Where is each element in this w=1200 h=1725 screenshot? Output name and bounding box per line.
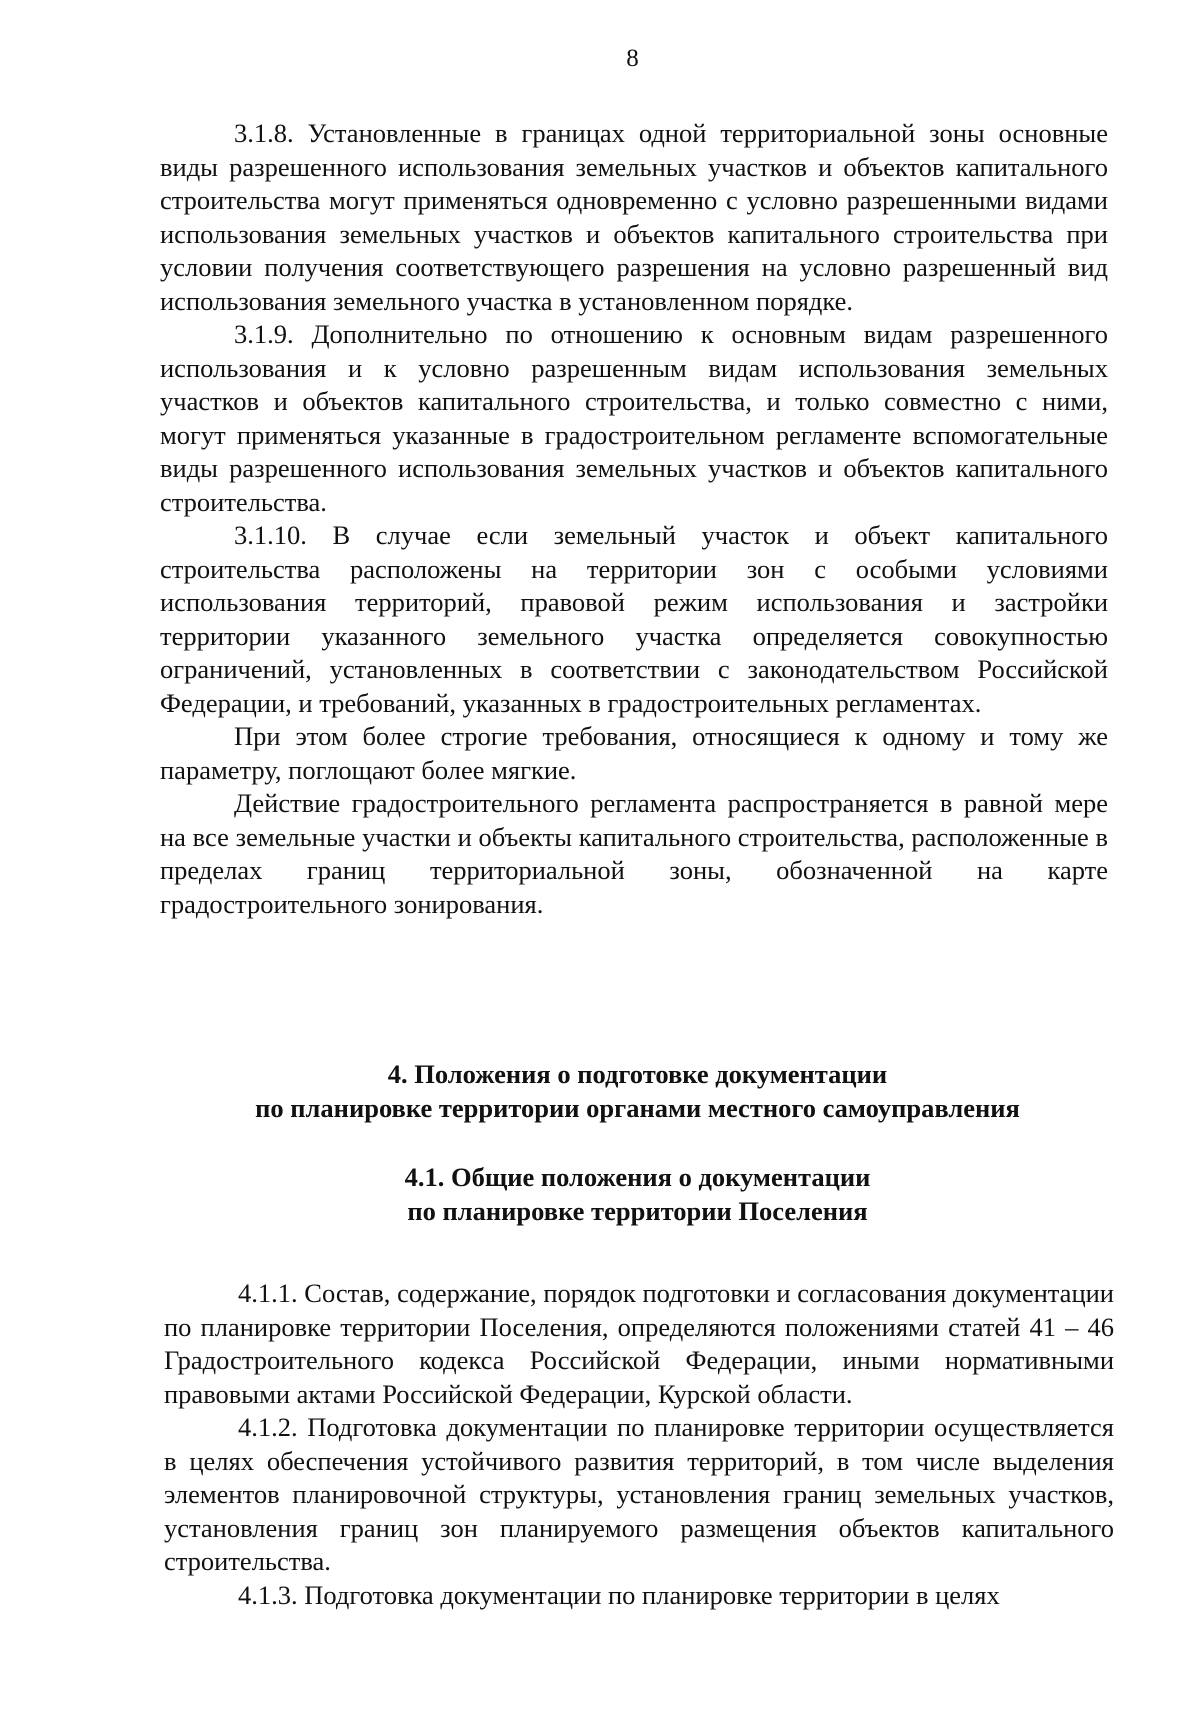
paragraph-regulation-scope: Действие градостроительного регламента распространяется в равной мере на все земельные участки и объекты капитального строительства, расположенные в пределах границ территориальной зоны, обозначенной на карте градостроительного зонирования. [160, 788, 1108, 919]
paragraph-3-1-10: 3.1.10. В случае если земельный участок и объект капитального строительства расположены на территории зон с особыми условиями использования территорий, правовой режим использования и застройки территории указанного земельного участка определяется совокупностью ограничений, установленных в соответствии с законодательством Российской Федерации, и требований, указанных в градостроительных регламентах. [160, 520, 1108, 718]
paragraph-3-1-8: 3.1.8. Установленные в границах одной территориальной зоны основные виды разрешенного использования земельных участков и объектов капитального строительства могут применяться одновременно с условно разрешенными видами использования земельных участков и объектов капитального строительства при условии получения соответствующего разрешения на условно разрешенный вид использования земельного участка в установленном порядке. [160, 118, 1108, 316]
page-number: 8 [626, 45, 639, 72]
subsection-heading-line-2: по планировке территории Поселения [407, 1196, 868, 1226]
text-block-section-3 [160, 117, 1108, 921]
paragraph-4-1-3: 4.1.3. Подготовка документации по планировке территории в целях [238, 1579, 1000, 1610]
paragraph-4-1-2: 4.1.2. Подготовка документации по планировке территории осуществляется в целях обеспечения устойчивого развития территорий, в том числе выделения элементов планировочной структуры, установления границ земельных участков, установления границ зон планируемого размещения объектов капитального строительства. [164, 1412, 1114, 1576]
paragraph-3-1-9: 3.1.9. Дополнительно по отношению к основным видам разрешенного использования и к условно разрешенным видам использования земельных участков и объектов капитального строительства, и только совместно с ними, могут применяться указанные в градостроительном регламенте вспомогательные виды разрешенного использования земельных участков и объектов капитального строительства. [160, 319, 1108, 517]
subsection-heading-4-1 [160, 1160, 1115, 1228]
text-block-section-4-1 [164, 1277, 1114, 1612]
section-heading-line-2: по планировке территории органами местного самоуправления [255, 1093, 1020, 1123]
paragraph-4-1-1: 4.1.1. Состав, содержание, порядок подготовки и согласования документации по планировке территории Поселения, определяются положениями статей 41 – 46 Градостроительного кодекса Российской Федерации, иными нормативными правовыми актами Российской Федерации, Курской области. [164, 1278, 1114, 1409]
paragraph-strict-requirements: При этом более строгие требования, относящиеся к одному и тому же параметру, поглощают более мягкие. [160, 721, 1108, 785]
subsection-heading-line-1: 4.1. Общие положения о документации [404, 1162, 871, 1192]
section-heading-line-1: 4. Положения о подготовке документации [387, 1059, 888, 1089]
section-heading-4 [160, 1057, 1115, 1125]
